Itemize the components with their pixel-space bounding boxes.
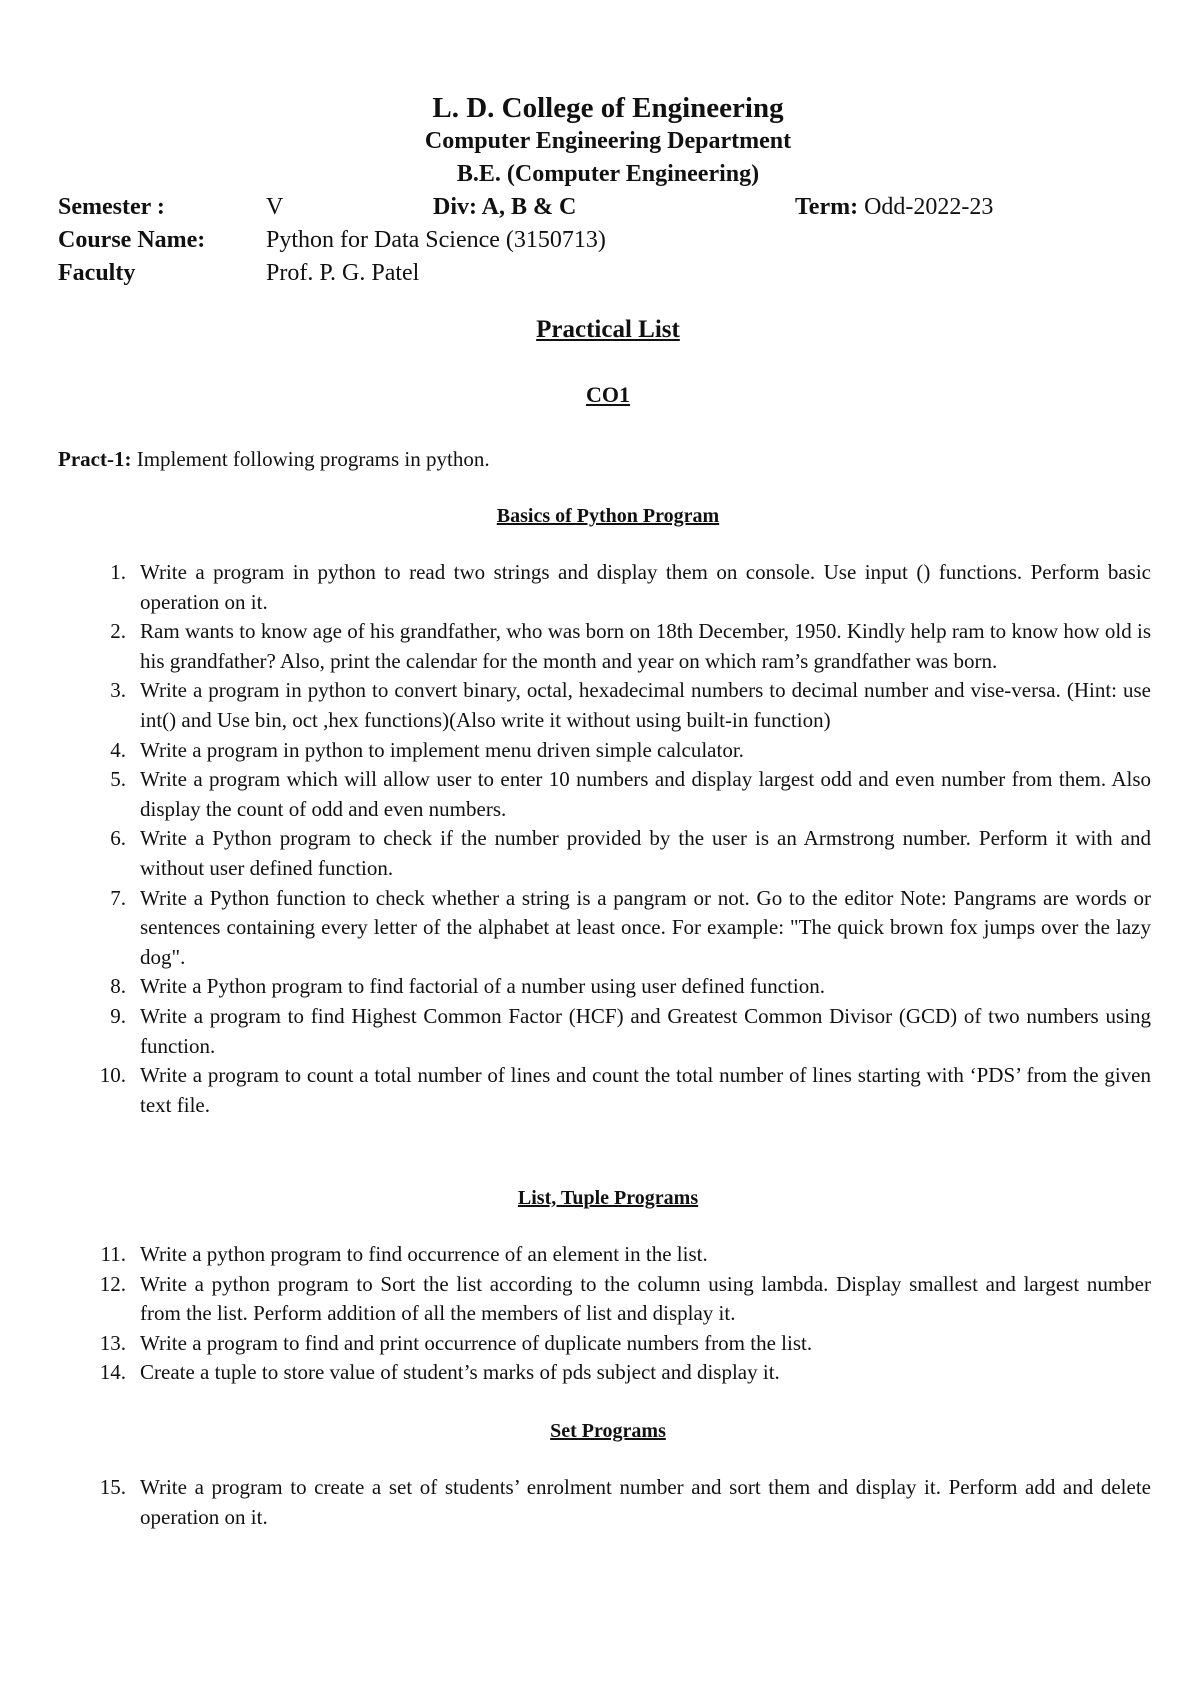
list-item bbox=[58, 1358, 1151, 1388]
program-list bbox=[58, 1240, 1151, 1388]
term-info bbox=[795, 194, 993, 221]
item-text: Write a python program to Sort the list according to the column using lambda. Display smallest and largest number from the list. Perform addition of all the members of list and display it. bbox=[140, 1271, 1151, 1326]
list-item bbox=[58, 1061, 1151, 1120]
item-number: 3. bbox=[110, 678, 126, 703]
list-item bbox=[58, 1270, 1151, 1329]
item-text: Write a program which will allow user to enter 10 numbers and display largest odd and even number from them. Also display the count of odd and even numbers. bbox=[140, 767, 1151, 821]
semester-value: V bbox=[266, 194, 284, 220]
item-text: Ram wants to know age of his grandfather, who was born on 18th December, 1950. Kindly help ram to know how old is his grandfather? Also, print the calendar for the month and year on which ram’s grandfather was born. bbox=[140, 619, 1151, 673]
item-text: Write a program in python to read two strings and display them on console. Use input () functions. Perform basic operation on it. bbox=[140, 560, 1151, 614]
semester-label: Semester : bbox=[58, 194, 165, 220]
course-label: Course Name: bbox=[58, 227, 206, 253]
item-text: Write a program in python to implement menu driven simple calculator. bbox=[140, 737, 744, 762]
list-item bbox=[58, 1473, 1151, 1532]
item-number: 11. bbox=[100, 1242, 126, 1266]
list-item bbox=[58, 972, 1151, 1002]
item-text: Write a Python program to check if the number provided by the user is an Armstrong number. Perform it with and without user defined function. bbox=[140, 826, 1151, 880]
item-number: 7. bbox=[110, 885, 126, 910]
pract-intro bbox=[58, 447, 490, 472]
item-number: 13. bbox=[99, 1330, 126, 1355]
list-item bbox=[58, 736, 1151, 766]
item-number: 4. bbox=[110, 737, 126, 762]
item-text: Write a program to count a total number of lines and count the total number of lines starting with ‘PDS’ from the given text file. bbox=[140, 1063, 1151, 1117]
item-text: Write a Python program to find factorial of a number using user defined function. bbox=[140, 974, 825, 999]
item-number: 6. bbox=[110, 826, 126, 851]
item-number: 12. bbox=[99, 1271, 126, 1296]
college-name: L. D. College of Engineering bbox=[432, 92, 784, 124]
list-item bbox=[58, 824, 1151, 883]
program-list bbox=[58, 1473, 1151, 1532]
item-number: 14. bbox=[99, 1360, 126, 1385]
item-text: Write a program to create a set of students’ enrolment number and sort them and display it. Perform add and delete operation on it. bbox=[140, 1475, 1151, 1529]
item-number: 15. bbox=[99, 1475, 126, 1499]
section-heading: List, Tuple Programs bbox=[517, 1187, 699, 1209]
item-number: 9. bbox=[110, 1003, 126, 1028]
department-name: Computer Engineering Department bbox=[424, 128, 792, 154]
practical-list-title: Practical List bbox=[536, 316, 680, 343]
item-number: 8. bbox=[110, 974, 126, 999]
item-number: 5. bbox=[110, 767, 126, 792]
pract-text: Implement following programs in python. bbox=[131, 447, 490, 471]
item-number: 10. bbox=[99, 1063, 126, 1088]
list-item bbox=[58, 884, 1151, 973]
item-text: Write a program to find Highest Common Factor (HCF) and Greatest Common Divisor (GCD) of two numbers using function. bbox=[140, 1003, 1151, 1058]
program-list bbox=[58, 558, 1151, 1120]
item-text: Create a tuple to store value of student’s marks of pds subject and display it. bbox=[140, 1360, 780, 1385]
item-number: 2. bbox=[110, 619, 126, 644]
section-heading: Set Programs bbox=[550, 1420, 666, 1442]
list-item bbox=[58, 558, 1151, 617]
item-text: Write a python program to find occurrence of an element in the list. bbox=[140, 1242, 708, 1266]
term-value: Odd-2022-23 bbox=[864, 194, 994, 220]
item-text: Write a program to find and print occurrence of duplicate numbers from the list. bbox=[140, 1330, 813, 1355]
list-item bbox=[58, 676, 1151, 735]
item-text: Write a Python function to check whether a string is a pangram or not. Go to the editor Note: Pangrams are words or sentences containing every letter of the alphabet at least once. For example: "The quick brown fox jumps over the lazy dog". bbox=[140, 885, 1151, 969]
item-text: Write a program in python to convert binary, octal, hexadecimal numbers to decimal number and vise-versa. (Hint: use int() and Use bin, oct ,hex functions)(Also write it without using built-in function) bbox=[140, 678, 1151, 732]
list-item bbox=[58, 1002, 1151, 1061]
list-item bbox=[58, 617, 1151, 676]
course-value: Python for Data Science (3150713) bbox=[266, 227, 606, 253]
faculty-label: Faculty bbox=[58, 260, 136, 286]
course-outcome-heading: CO1 bbox=[586, 382, 630, 407]
list-item bbox=[58, 765, 1151, 824]
program-name: B.E. (Computer Engineering) bbox=[456, 161, 760, 187]
list-item bbox=[58, 1240, 1151, 1270]
item-number: 1. bbox=[110, 560, 126, 584]
faculty-value: Prof. P. G. Patel bbox=[266, 260, 420, 286]
list-item bbox=[58, 1329, 1151, 1359]
term-label: Term: bbox=[795, 194, 859, 220]
section-heading: Basics of Python Program bbox=[496, 505, 720, 527]
pract-label: Pract-1: bbox=[58, 447, 132, 471]
div-label: Div: A, B & C bbox=[433, 194, 577, 220]
